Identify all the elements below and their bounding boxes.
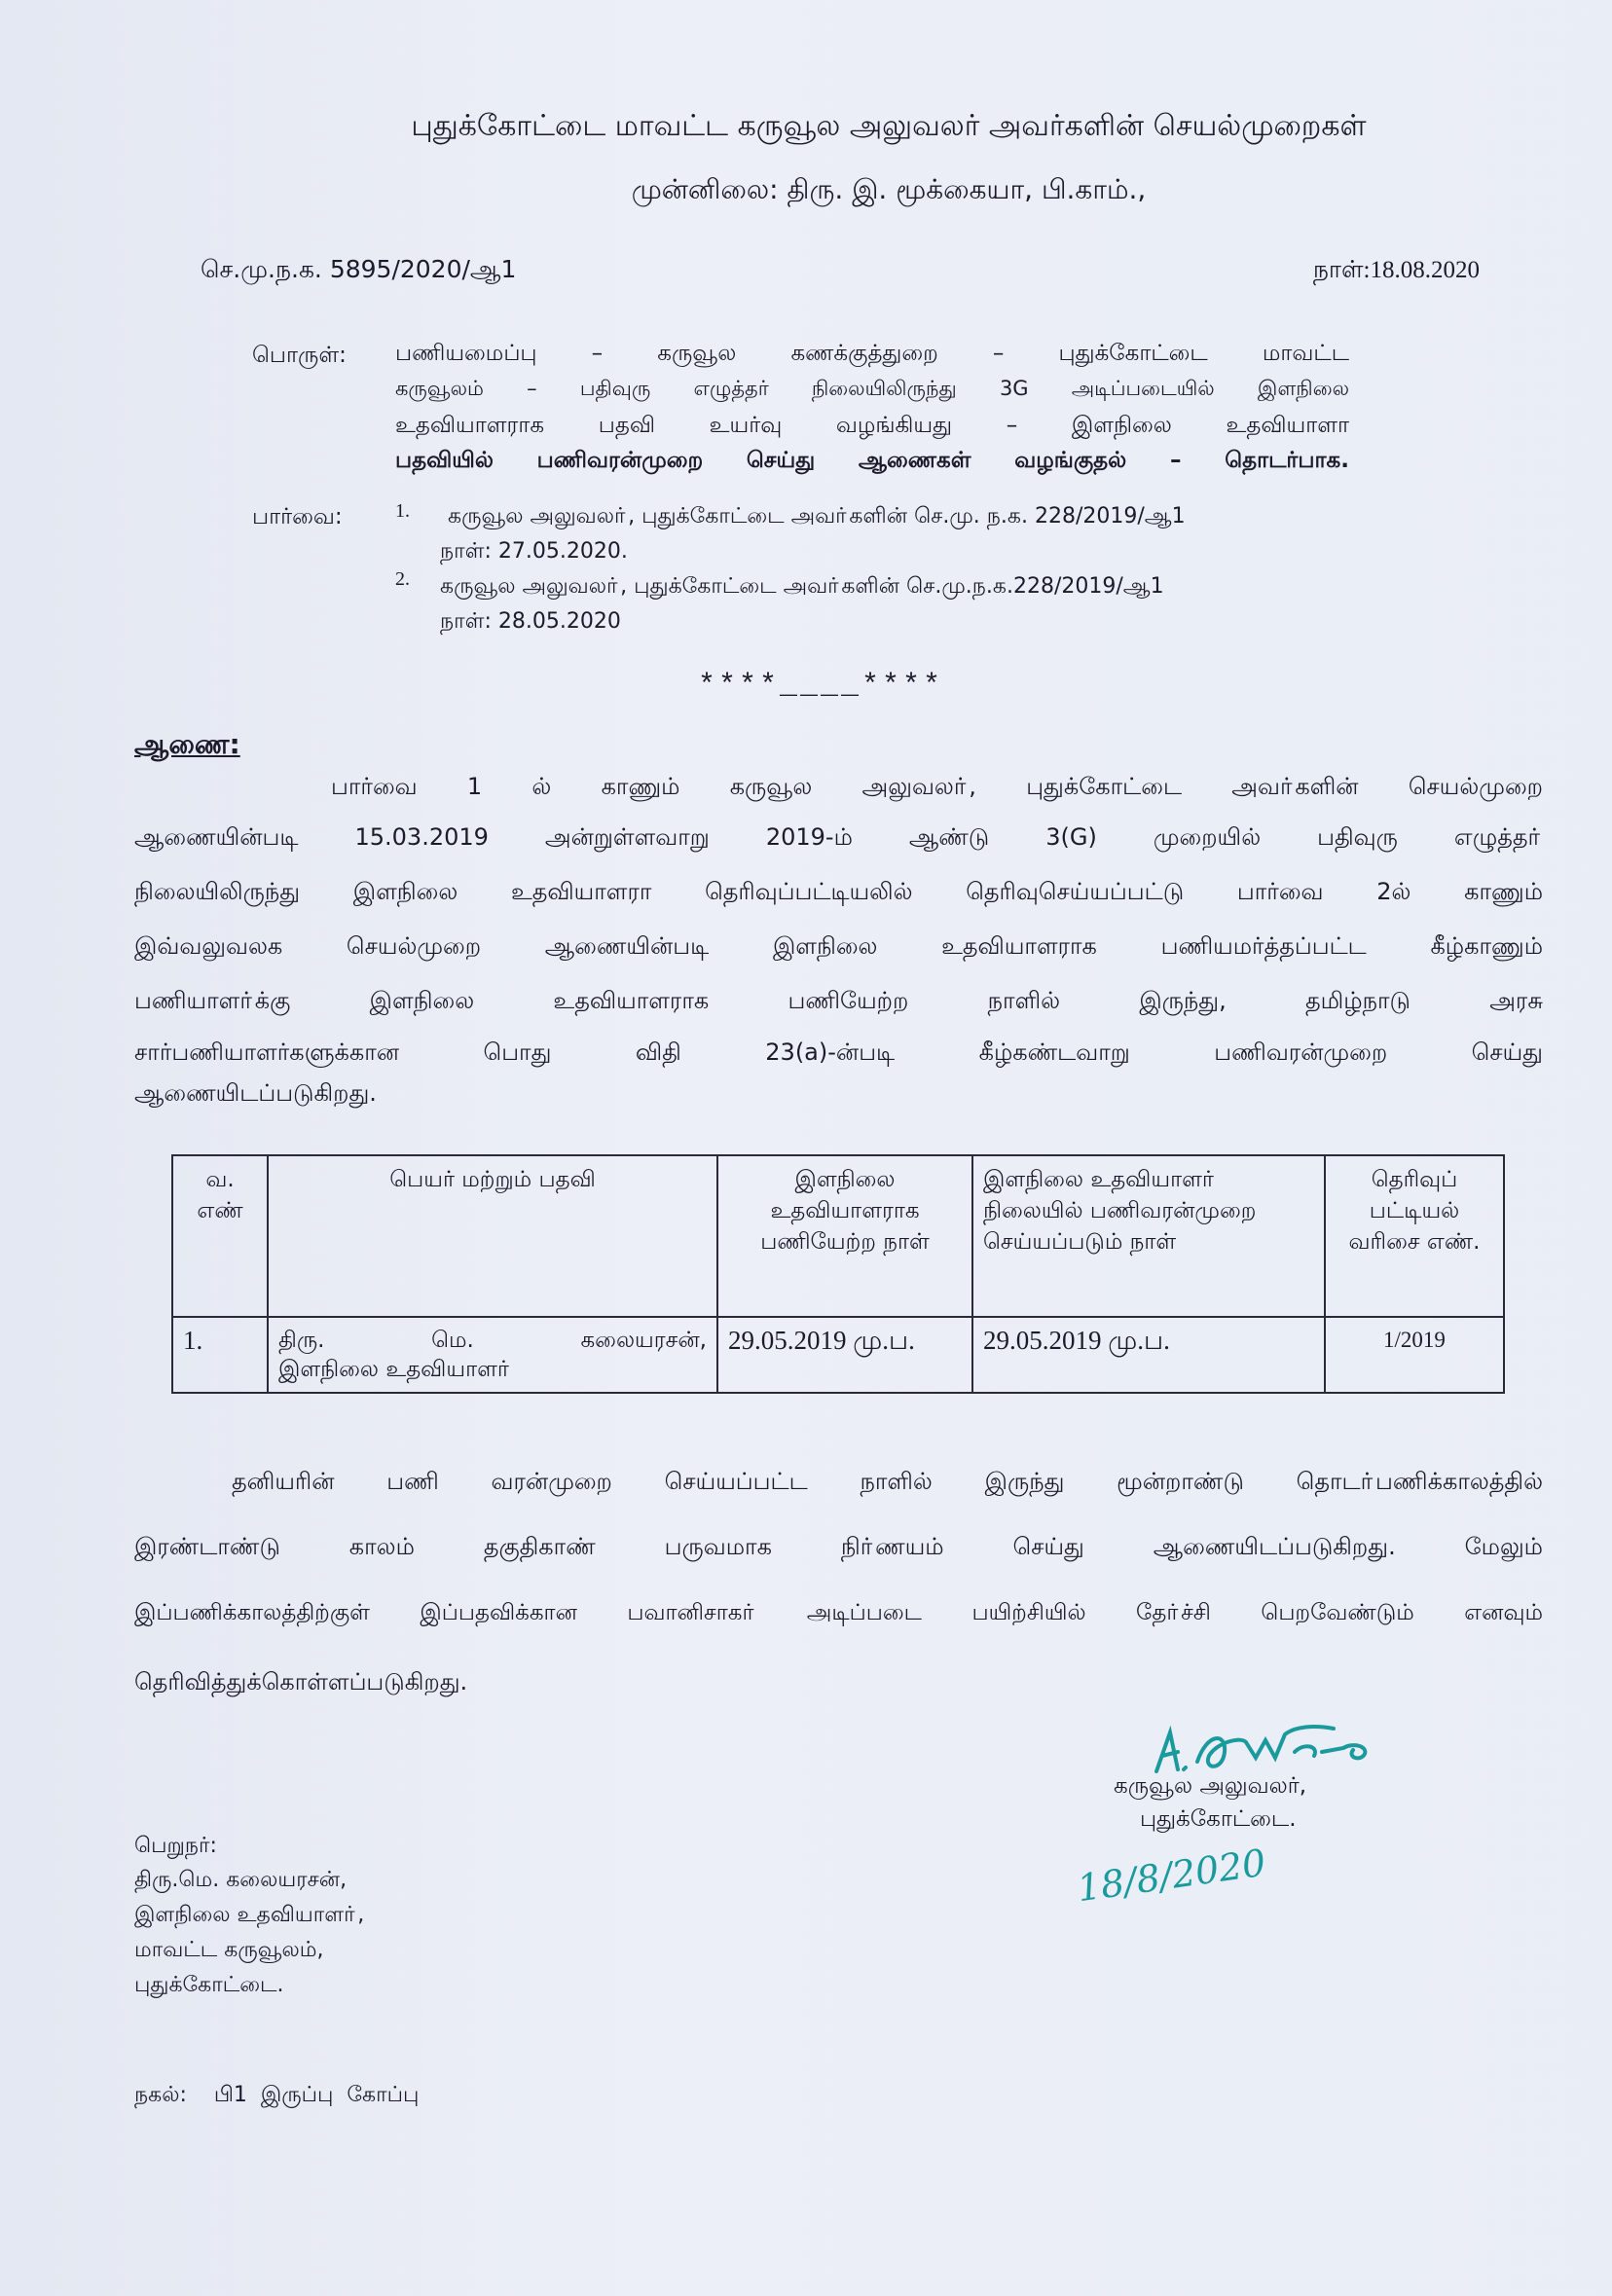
table-header-row (172, 1155, 1504, 1317)
references-label: பார்வை: (252, 504, 343, 529)
header-sno: வ. எண் (172, 1155, 268, 1317)
subject-line: பணியமைப்பு – கருவூல கணக்குத்துறை – புதுக்கோட்டை மாவட்ட (395, 341, 1349, 366)
employee-name: திரு. மெ. கலையரசன், (278, 1328, 707, 1353)
header-name-post: பெயர் மற்றும் பதவி (268, 1155, 717, 1317)
separator: ****____**** (697, 670, 944, 703)
cell-sno: 1. (172, 1317, 268, 1393)
order-line: ஆணையிடப்படுகிறது. (134, 1079, 377, 1107)
order-heading: ஆணை: (134, 728, 240, 760)
order-line: இவ்வலுவலக செயல்முறை ஆணையின்படி இளநிலை உதவியாளராக பணியமர்த்தப்பட்ட கீழ்காணும் (134, 932, 1543, 960)
employee-post: இளநிலை உதவியாளா் (278, 1357, 512, 1382)
presence-line: முன்னிலை: திரு. இ. மூக்கையா, பி.காம்., (631, 173, 1147, 205)
subject-label: பொருள்: (252, 343, 347, 368)
reference-number-2: 2. (395, 568, 410, 590)
reference-number-1: 1. (395, 500, 410, 522)
order-line: ஆணையின்படி 15.03.2019 அன்றுள்ளவாறு 2019-ம் ஆண்டு 3(G) முறையில் பதிவுரு எழுத்தா் (134, 823, 1543, 851)
probation-line: இரண்டாண்டு காலம் தகுதிகாண் பருவமாக நிா்ணயம் செய்து ஆணையிடப்படுகிறது. மேலும் (134, 1533, 1543, 1560)
reference-number: செ.மு.ந.க. 5895/2020/ஆ1 (201, 255, 517, 283)
cell-join-date: 29.05.2019 மு.ப. (717, 1317, 972, 1393)
header-regularise-date: இளநிலை உதவியாளா் நிலையில் பணிவரன்முறை செய்யப்படும் நாள் (972, 1155, 1325, 1317)
recipient-label: பெறுநர்: (134, 1834, 217, 1858)
copy-to: நகல்: பி1 இருப்பு கோப்பு (134, 2083, 420, 2107)
header-join-date: இளநிலை உதவியாளராக பணியேற்ற நாள் (717, 1155, 972, 1317)
regularisation-table (171, 1154, 1505, 1394)
header-panel-no: தெரிவுப் பட்டியல் வரிசை எண். (1325, 1155, 1504, 1317)
signatory-designation: கருவூல அலுவலர், (1114, 1773, 1307, 1799)
subject-line: உதவியாளராக பதவி உயர்வு வழங்கியது – இளநிலை உதவியாளா (395, 413, 1349, 438)
probation-line: தனியரின் பணி வரன்முறை செய்யப்பட்ட நாளில் இருந்து மூன்றாண்டு தொடா்பணிக்காலத்தில் (232, 1468, 1543, 1495)
recipient-line: புதுக்கோட்டை. (134, 1973, 284, 1997)
recipient-line: மாவட்ட கருவூலம், (134, 1938, 324, 1962)
document-title: புதுக்கோட்டை மாவட்ட கருவூல அலுவலர் அவர்களின் செயல்முறைகள் (411, 109, 1367, 143)
recipient-line: திரு.மெ. கலையரசன், (134, 1868, 348, 1892)
reference-1-text: கருவூல அலுவலா், புதுக்கோட்டை அவா்களின் செ.மு. ந.க. 228/2019/ஆ1 (448, 504, 1186, 528)
order-line: பார்வை 1 ல் காணும் கருவூல அலுவலா், புதுக்கோட்டை அவா்களின் செயல்முறை (331, 773, 1543, 800)
cell-regularise-date: 29.05.2019 மு.ப. (972, 1317, 1325, 1393)
document-date: நாள்:18.08.2020 (1312, 257, 1480, 283)
subject-line: பதவியில் பணிவரன்முறை செய்து ஆணைகள் வழங்குதல் – தொடர்பாக. (395, 448, 1349, 473)
subject-line: கருவூலம் – பதிவுரு எழுத்தர் நிலையிலிருந்து 3G அடிப்படையில் இளநிலை (395, 377, 1349, 400)
table-row (172, 1317, 1504, 1393)
reference-2-text: கருவூல அலுவலா், புதுக்கோட்டை அவா்களின் செ.மு.ந.க.228/2019/ஆ1 (440, 574, 1164, 599)
signatory-place: புதுக்கோட்டை. (1140, 1806, 1297, 1832)
reference-1-date: நாள்: 27.05.2020. (440, 539, 628, 564)
probation-line: இப்பணிக்காலத்திற்குள் இப்பதவிக்கான பவானிசாகா் அடிப்படை பயிற்சியில் தோ்ச்சி பெறவேண்டும் எனவும் (134, 1600, 1543, 1625)
reference-2-date: நாள்: 28.05.2020 (440, 609, 621, 634)
recipient-line: இளநிலை உதவியாளா், (134, 1903, 365, 1927)
probation-line: தெரிவித்துக்கொள்ளப்படுகிறது. (134, 1668, 468, 1695)
order-line: நிலையிலிருந்து இளநிலை உதவியாளரா தெரிவுப்பட்டியலில் தெரிவுசெய்யப்பட்டு பார்வை 2ல் காணும் (134, 878, 1543, 905)
order-line: சார்பணியாளர்களுக்கான பொது விதி 23(a)-ன்படி கீழ்கண்டவாறு பணிவரன்முறை செய்து (134, 1039, 1543, 1066)
cell-panel-no: 1/2019 (1325, 1317, 1504, 1393)
handwritten-date: 18/8/2020 (1074, 1840, 1268, 1911)
cell-name-post (268, 1317, 717, 1393)
order-line: பணியாளா்க்கு இளநிலை உதவியாளராக பணியேற்ற நாளில் இருந்து, தமிழ்நாடு அரசு (134, 987, 1543, 1014)
